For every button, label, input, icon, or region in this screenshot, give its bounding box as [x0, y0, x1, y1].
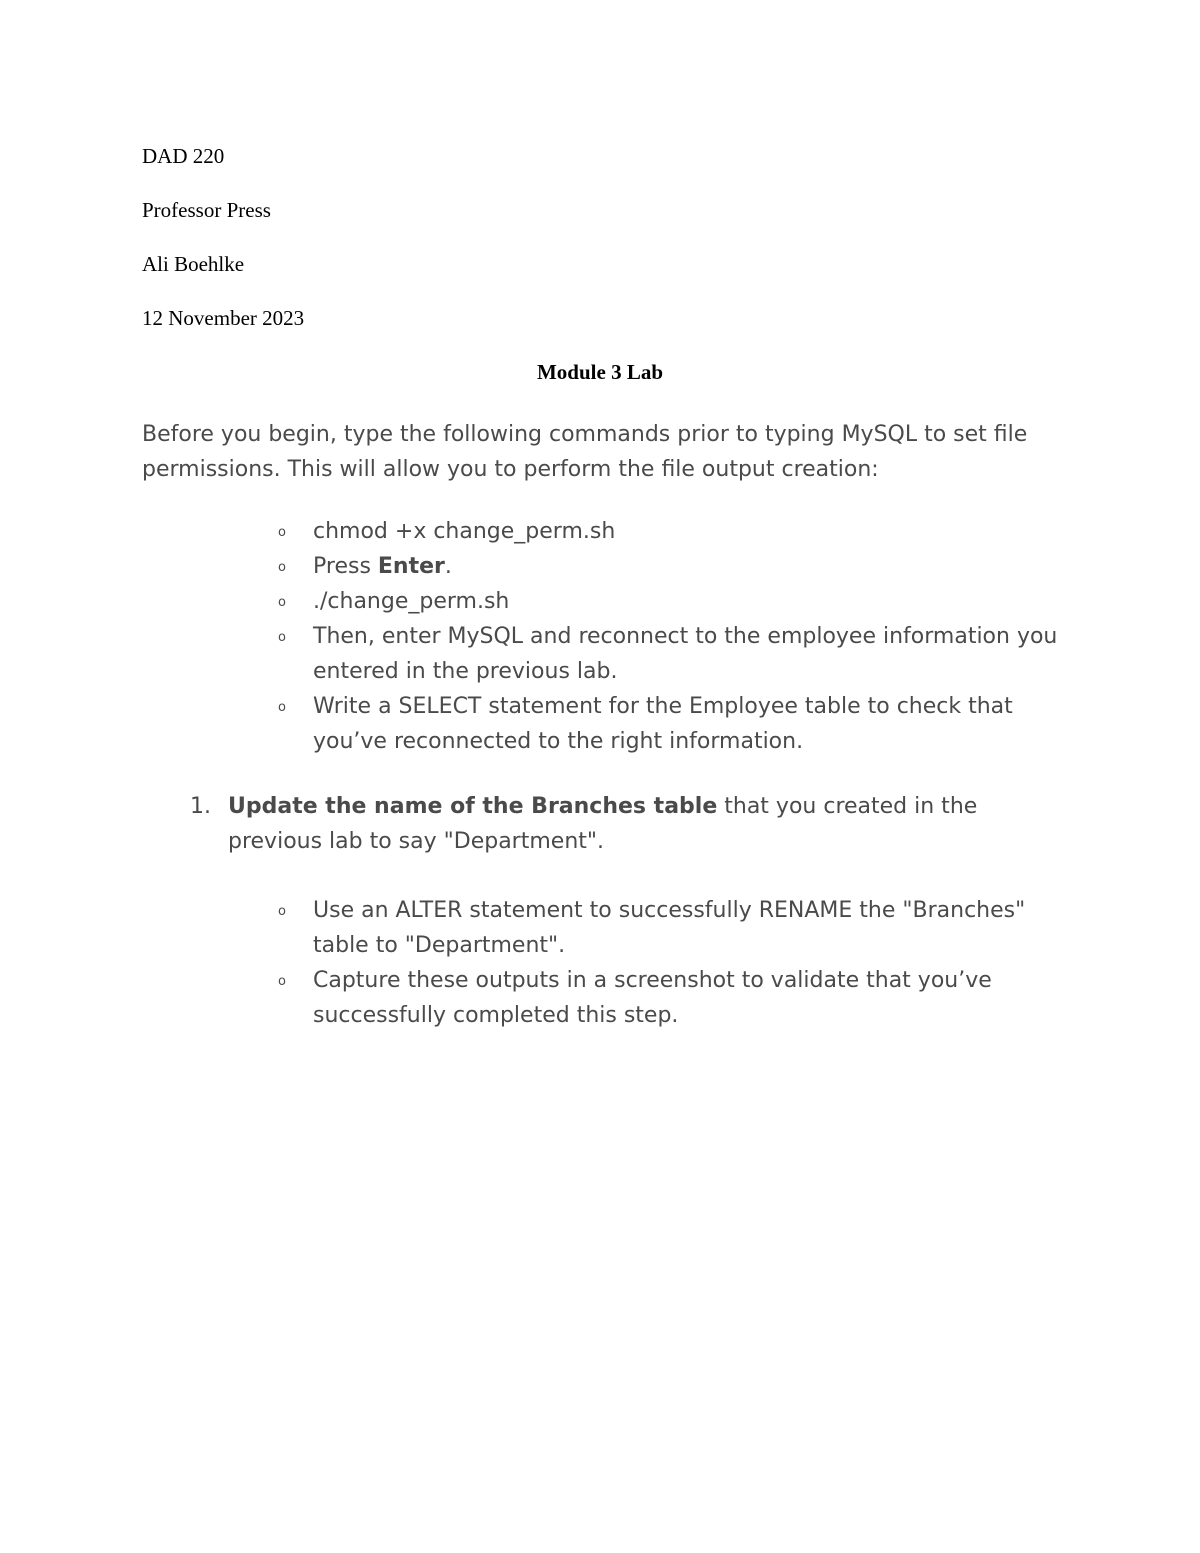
bullet-marker: o	[278, 560, 286, 575]
bullet-marker: o	[278, 700, 286, 715]
setup-step-text: Write a SELECT statement for the Employee table to check that you’ve reconnected to the right information.	[313, 694, 1013, 754]
list-item	[278, 584, 1078, 619]
task-1-substeps-list	[278, 893, 1078, 1033]
task-text	[228, 789, 1070, 859]
task-heading: Update the name of the Branches table	[228, 794, 718, 819]
date-line: 12 November 2023	[142, 306, 305, 330]
setup-step-text: Then, enter MySQL and reconnect to the employee information you entered in the previous lab.	[313, 624, 1058, 684]
list-item	[278, 689, 1078, 759]
enter-key-text: Enter	[377, 554, 445, 579]
bullet-marker: o	[278, 630, 286, 645]
setup-step-text: Press	[313, 554, 378, 579]
list-item	[278, 893, 1078, 963]
bullet-marker: o	[278, 974, 286, 989]
setup-step-text: chmod +x change_perm.sh	[313, 519, 616, 544]
list-item	[278, 514, 1078, 549]
bullet-marker: o	[278, 595, 286, 610]
list-item	[278, 963, 1078, 1033]
setup-steps-list	[278, 514, 1078, 759]
task-1	[190, 789, 1070, 859]
setup-step-text: .	[444, 554, 452, 579]
bullet-marker: o	[278, 904, 286, 919]
intro-paragraph: Before you begin, type the following commands prior to typing MySQL to set file permissions. This will allow you to perform the file output creation:	[142, 422, 1028, 482]
list-item	[278, 619, 1078, 689]
substep-text: Use an ALTER statement to successfully RENAME the "Branches" table to "Department".	[313, 898, 1026, 958]
list-item	[278, 549, 1078, 584]
course-line: DAD 220	[142, 144, 225, 168]
bullet-marker: o	[278, 525, 286, 540]
setup-step-text: ./change_perm.sh	[313, 589, 510, 614]
substep-text: Capture these outputs in a screenshot to validate that you’ve successfully completed this step.	[313, 968, 992, 1028]
task-number: 1.	[190, 794, 211, 819]
professor-line: Professor Press	[142, 198, 271, 222]
document-title: Module 3 Lab	[536, 360, 664, 384]
student-name-line: Ali Boehlke	[142, 252, 245, 276]
task-description: that you created in the previous lab to say "Department".	[228, 794, 978, 854]
